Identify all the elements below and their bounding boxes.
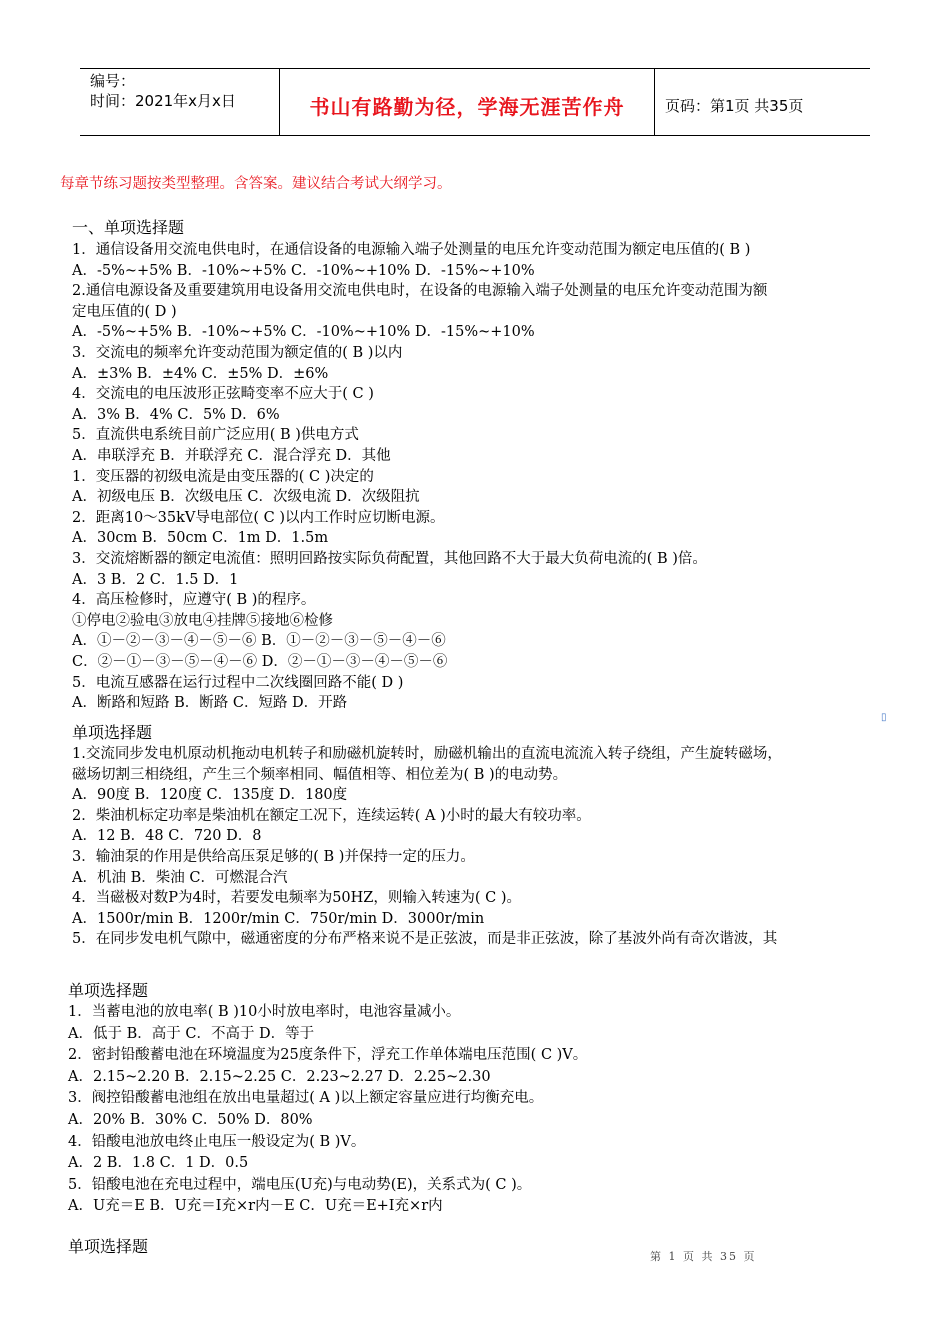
page-footer: 第 1 页 共 35 页 — [650, 1250, 757, 1263]
question-line: A．2 B．1.8 C．1 D．0.5 — [68, 1155, 249, 1172]
question-line: A．-5%~+5% B．-10%~+5% C．-10%~+10% D．-15%~+10% — [72, 262, 535, 279]
question-line: C．②－①－③－⑤－④－⑥ D．②－①－③－④－⑤－⑥ — [72, 654, 448, 670]
section-title: 单项选择题 — [68, 1237, 149, 1256]
document-icon: ▯ — [881, 712, 887, 723]
question-line: 4．铅酸电池放电终止电压一般设定为( B )V。 — [68, 1133, 366, 1150]
question-line: A．3 B．2 C．1.5 D．1 — [72, 571, 239, 588]
question-line: 4．交流电的电压波形正弦畸变率不应大于( C ) — [72, 386, 374, 403]
page-header — [80, 68, 870, 136]
question-line: 2．柴油机标定功率是柴油机在额定工况下，连续运转( A )小时的最大有较功率。 — [72, 807, 591, 824]
question-line: ①停电②验电③放电④挂牌⑤接地⑥检修 — [72, 612, 333, 629]
question-line: 3．阀控铅酸蓄电池组在放出电量超过( A )以上额定容量应进行均衡充电。 — [68, 1090, 544, 1107]
question-line: A．90度 B．120度 C．135度 D．180度 — [72, 787, 348, 804]
document-number-label: 编号： — [90, 72, 136, 90]
question-line: A．初级电压 B．次级电压 C．次级电流 D．次级阻抗 — [72, 489, 420, 506]
question-line: A．机油 B．柴油 C．可燃混合汽 — [72, 869, 288, 886]
question-line: 3．交流电的频率允许变动范围为额定值的( B )以内 — [72, 345, 403, 361]
question-line: A．12 B．48 C．720 D．8 — [72, 828, 262, 845]
question-line: A．3% B．4% C．5% D．6% — [72, 406, 280, 423]
header-meta — [80, 69, 280, 135]
question-line: 1.交流同步发电机原动机拖动电机转子和励磁机旋转时，励磁机输出的直流电流流入转子绕组，产生旋转磁场， — [72, 746, 782, 762]
question-line: 2．距离10～35kV导电部位( C )以内工作时应切断电源。 — [72, 509, 445, 526]
question-line: A．-5%~+5% B．-10%~+5% C．-10%~+10% D．-15%~+10% — [72, 324, 535, 341]
question-line: 1．当蓄电池的放电率( B )10小时放电率时，电池容量减小。 — [68, 1004, 461, 1020]
question-line: A．30cm B．50cm C．1m D．1.5m — [72, 530, 329, 547]
question-line: A．2.15~2.20 B．2.15~2.25 C．2.23~2.27 D．2.25~2.30 — [68, 1068, 491, 1085]
question-line: 1．变压器的初级电流是由变压器的( C )决定的 — [72, 468, 374, 485]
question-line: A．1500r/min B．1200r/min C．750r/min D．3000r/min — [72, 910, 485, 927]
question-line: A．±3% B．±4% C．±5% D．±6% — [72, 365, 329, 382]
section-title: 一、单项选择题 — [72, 218, 185, 237]
question-line: 5．铅酸电池在充电过程中，端电压(U充)与电动势(E)，关系式为( C )。 — [68, 1176, 532, 1193]
question-line: 1．通信设备用交流电供电时，在通信设备的电源输入端子处测量的电压允许变动范围为额定电压值的( B ) — [72, 242, 751, 258]
question-line: 2．密封铅酸蓄电池在环境温度为25度条件下，浮充工作单体端电压范围( C )V。 — [68, 1047, 588, 1064]
question-line: A．断路和短路 B．断路 C．短路 D．开路 — [72, 695, 348, 712]
question-line: A．20% B．30% C．50% D．80% — [68, 1112, 313, 1128]
question-line: A．低于 B．高于 C．不高于 D．等于 — [68, 1025, 315, 1042]
question-line: A．串联浮充 B．并联浮充 C．混合浮充 D．其他 — [72, 448, 391, 464]
question-line: A．①－②－③－④－⑤－⑥ B．①－②－③－⑤－④－⑥ — [72, 633, 446, 650]
document-date: 时间：2021年x月x日 — [90, 92, 236, 110]
question-line: 5．在同步发电机气隙中，磁通密度的分布严格来说不是正弦波，而是非正弦波，除了基波外尚有奇次谐波，其 — [72, 931, 778, 948]
section-title: 单项选择题 — [68, 981, 149, 1000]
question-line: 4．当磁极对数P为4时，若要发电频率为50HZ，则输入转速为( C )。 — [72, 890, 522, 907]
header-motto: 书山有路勤为径，学海无涯苦作舟 — [280, 69, 655, 135]
intro-note: 每章节练习题按类型整理。含答案。建议结合考试大纲学习。 — [60, 176, 452, 192]
question-line: 5．直流供电系统目前广泛应用( B )供电方式 — [72, 427, 359, 444]
question-line: 定电压值的( D ) — [72, 303, 177, 320]
question-line: 4．高压检修时，应遵守( B )的程序。 — [72, 592, 316, 609]
question-line: A．U充＝E B．U充＝I充×r内－E C．U充＝E+I充×r内 — [68, 1198, 443, 1215]
question-line: 3．交流熔断器的额定电流值：照明回路按实际负荷配置，其他回路不大于最大负荷电流的( B )倍。 — [72, 551, 707, 567]
question-line: 磁场切割三相绕组，产生三个频率相同、幅值相等、相位差为( B )的电动势。 — [72, 766, 568, 783]
question-line: 2.通信电源设备及重要建筑用电设备用交流电供电时，在设备的电源输入端子处测量的电压允许变动范围为额 — [72, 283, 768, 300]
section-title: 单项选择题 — [72, 723, 153, 742]
header-page-info: 页码：第1页 共35页 — [665, 96, 804, 115]
question-line: 3．输油泵的作用是供给高压泵足够的( B )并保持一定的压力。 — [72, 849, 475, 865]
question-line: 5．电流互感器在运行过程中二次线圈回路不能( D ) — [72, 674, 404, 691]
